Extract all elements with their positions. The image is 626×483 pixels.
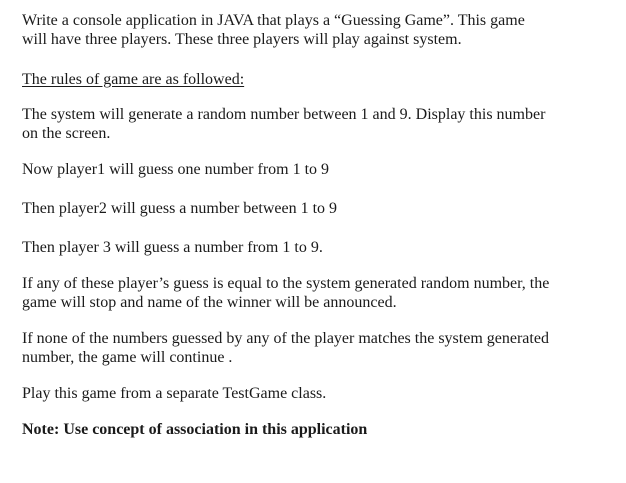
- rule-player2: Then player2 will guess a number between 1 to 9: [22, 200, 338, 217]
- rule-player1: Now player1 will guess one number from 1 to 9: [22, 161, 330, 178]
- rule-winner-line-1: If any of these player’s guess is equal to the system generated random number, the: [22, 275, 550, 292]
- rule-winner-line-2: game will stop and name of the winner will be announced.: [22, 294, 397, 311]
- rule-continue-line-2: number, the game will continue .: [22, 349, 233, 366]
- rule-player3: Then player 3 will guess a number from 1 to 9.: [22, 239, 323, 256]
- rule-random-number-line-2: on the screen.: [22, 125, 111, 142]
- intro-line-1: Write a console application in JAVA that plays a “Guessing Game”. This game: [22, 12, 525, 29]
- intro-line-2: will have three players. These three players will play against system.: [22, 31, 462, 48]
- rule-continue-line-1: If none of the numbers guessed by any of the player matches the system generated: [22, 330, 549, 347]
- rule-random-number: [22, 105, 612, 143]
- rule-random-number-line-1: The system will generate a random number between 1 and 9. Display this number: [22, 106, 546, 123]
- rules-heading: The rules of game are as followed:: [22, 71, 245, 88]
- rule-testgame: Play this game from a separate TestGame class.: [22, 385, 327, 402]
- intro-paragraph: [22, 11, 612, 49]
- document-body: [22, 11, 612, 439]
- note-text: Note: Use concept of association in this application: [22, 421, 368, 438]
- rule-continue: [22, 329, 612, 367]
- rule-winner: [22, 274, 612, 312]
